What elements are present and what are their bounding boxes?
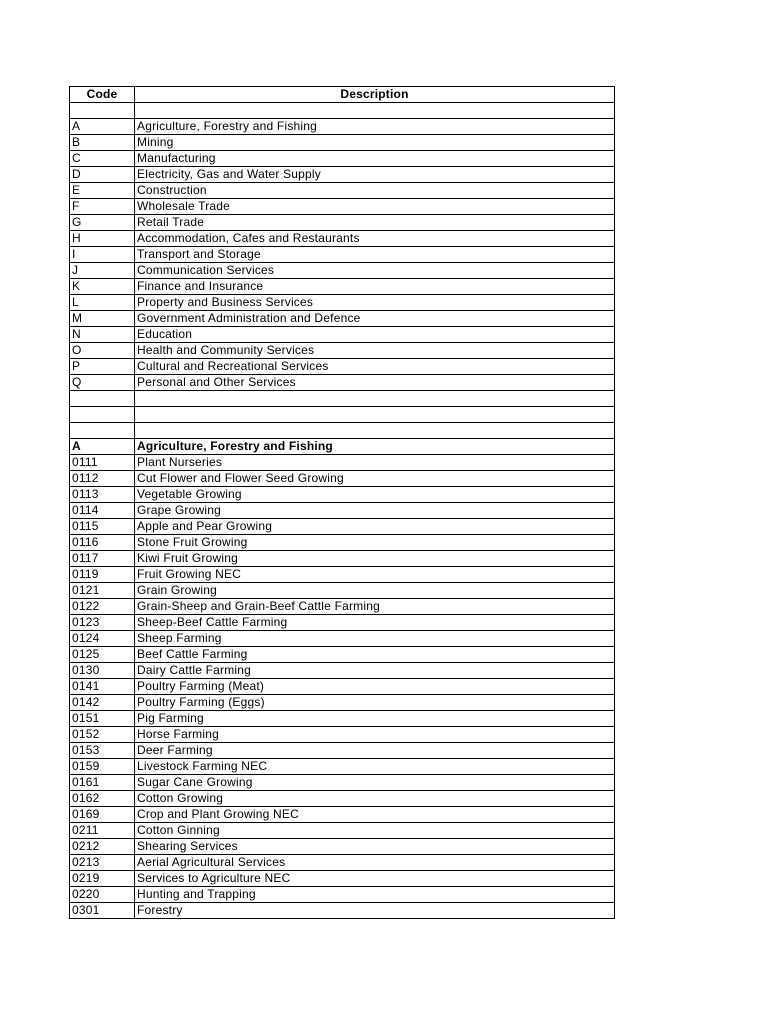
table-row [70, 759, 615, 775]
code-cell: 0213 [70, 855, 135, 871]
table-row [70, 391, 615, 407]
code-cell: O [70, 343, 135, 359]
table-row [70, 775, 615, 791]
code-cell: F [70, 199, 135, 215]
description-cell: Cut Flower and Flower Seed Growing [135, 471, 615, 487]
code-cell: 0162 [70, 791, 135, 807]
description-cell [135, 391, 615, 407]
code-column-header: Code [70, 87, 135, 103]
description-cell: Stone Fruit Growing [135, 535, 615, 551]
code-cell: 0301 [70, 903, 135, 919]
code-cell: 0123 [70, 615, 135, 631]
table-row [70, 135, 615, 151]
code-cell [70, 391, 135, 407]
table-row [70, 311, 615, 327]
description-cell: Services to Agriculture NEC [135, 871, 615, 887]
description-cell [135, 423, 615, 439]
code-cell: M [70, 311, 135, 327]
description-cell: Hunting and Trapping [135, 887, 615, 903]
code-cell: 0122 [70, 599, 135, 615]
table-row [70, 359, 615, 375]
description-cell: Fruit Growing NEC [135, 567, 615, 583]
table-row [70, 167, 615, 183]
code-cell: 0113 [70, 487, 135, 503]
code-cell: 0130 [70, 663, 135, 679]
code-cell: 0116 [70, 535, 135, 551]
table-row [70, 503, 615, 519]
description-cell: Dairy Cattle Farming [135, 663, 615, 679]
code-cell: I [70, 247, 135, 263]
description-cell: Sheep-Beef Cattle Farming [135, 615, 615, 631]
table-row [70, 647, 615, 663]
table-row [70, 199, 615, 215]
table-row [70, 119, 615, 135]
description-cell: Apple and Pear Growing [135, 519, 615, 535]
description-cell: Cultural and Recreational Services [135, 359, 615, 375]
table-row [70, 471, 615, 487]
table-row [70, 343, 615, 359]
code-cell: 0169 [70, 807, 135, 823]
code-cell: 0117 [70, 551, 135, 567]
code-cell: B [70, 135, 135, 151]
table-row [70, 567, 615, 583]
description-cell: Vegetable Growing [135, 487, 615, 503]
description-cell: Wholesale Trade [135, 199, 615, 215]
description-cell: Crop and Plant Growing NEC [135, 807, 615, 823]
table-body [70, 103, 615, 919]
description-cell [135, 103, 615, 119]
code-cell: E [70, 183, 135, 199]
code-cell: 0219 [70, 871, 135, 887]
description-cell: Property and Business Services [135, 295, 615, 311]
description-cell: Cotton Ginning [135, 823, 615, 839]
description-cell: Kiwi Fruit Growing [135, 551, 615, 567]
description-cell: Sheep Farming [135, 631, 615, 647]
description-cell: Plant Nurseries [135, 455, 615, 471]
table-row [70, 743, 615, 759]
code-cell: 0119 [70, 567, 135, 583]
description-cell: Transport and Storage [135, 247, 615, 263]
code-cell: L [70, 295, 135, 311]
description-cell: Communication Services [135, 263, 615, 279]
code-cell [70, 407, 135, 423]
section-header-row [70, 439, 615, 455]
table-row [70, 727, 615, 743]
table-row [70, 663, 615, 679]
code-cell: A [70, 439, 135, 455]
description-cell: Health and Community Services [135, 343, 615, 359]
table-row [70, 423, 615, 439]
description-cell: Grape Growing [135, 503, 615, 519]
code-cell: D [70, 167, 135, 183]
table-row [70, 679, 615, 695]
code-cell: G [70, 215, 135, 231]
code-cell: 0152 [70, 727, 135, 743]
table-row [70, 327, 615, 343]
table-row [70, 263, 615, 279]
table-row [70, 103, 615, 119]
description-cell: Grain-Sheep and Grain-Beef Cattle Farming [135, 599, 615, 615]
table-row [70, 183, 615, 199]
description-cell: Forestry [135, 903, 615, 919]
code-cell: 0125 [70, 647, 135, 663]
description-cell: Sugar Cane Growing [135, 775, 615, 791]
table-row [70, 599, 615, 615]
description-cell: Beef Cattle Farming [135, 647, 615, 663]
code-cell: 0220 [70, 887, 135, 903]
description-column-header: Description [135, 87, 615, 103]
description-cell: Deer Farming [135, 743, 615, 759]
description-cell: Livestock Farming NEC [135, 759, 615, 775]
table-row [70, 823, 615, 839]
table-row [70, 903, 615, 919]
industry-code-table [69, 86, 615, 919]
code-cell: 0142 [70, 695, 135, 711]
description-cell: Aerial Agricultural Services [135, 855, 615, 871]
description-cell: Cotton Growing [135, 791, 615, 807]
code-cell [70, 423, 135, 439]
table-row [70, 615, 615, 631]
code-cell: 0141 [70, 679, 135, 695]
description-cell: Mining [135, 135, 615, 151]
code-cell: Q [70, 375, 135, 391]
description-cell [135, 407, 615, 423]
table-row [70, 231, 615, 247]
code-cell: N [70, 327, 135, 343]
description-cell: Agriculture, Forestry and Fishing [135, 119, 615, 135]
code-cell: C [70, 151, 135, 167]
code-cell [70, 103, 135, 119]
code-cell: K [70, 279, 135, 295]
table-row [70, 583, 615, 599]
table-row [70, 295, 615, 311]
description-cell: Poultry Farming (Meat) [135, 679, 615, 695]
description-cell: Pig Farming [135, 711, 615, 727]
code-cell: J [70, 263, 135, 279]
code-cell: 0211 [70, 823, 135, 839]
description-cell: Electricity, Gas and Water Supply [135, 167, 615, 183]
code-cell: H [70, 231, 135, 247]
table-row [70, 151, 615, 167]
table-row [70, 551, 615, 567]
code-cell: 0124 [70, 631, 135, 647]
code-cell: 0161 [70, 775, 135, 791]
description-cell: Personal and Other Services [135, 375, 615, 391]
table-row [70, 279, 615, 295]
table-row [70, 807, 615, 823]
code-cell: 0121 [70, 583, 135, 599]
table-row [70, 791, 615, 807]
table-row [70, 535, 615, 551]
code-cell: 0111 [70, 455, 135, 471]
description-cell: Retail Trade [135, 215, 615, 231]
table-row [70, 519, 615, 535]
code-cell: 0114 [70, 503, 135, 519]
description-cell: Construction [135, 183, 615, 199]
table-row [70, 455, 615, 471]
description-cell: Shearing Services [135, 839, 615, 855]
description-cell: Education [135, 327, 615, 343]
code-cell: 0159 [70, 759, 135, 775]
description-cell: Manufacturing [135, 151, 615, 167]
description-cell: Grain Growing [135, 583, 615, 599]
table-header-row [70, 87, 615, 103]
table-row [70, 407, 615, 423]
table-row [70, 711, 615, 727]
code-cell: 0151 [70, 711, 135, 727]
description-cell: Government Administration and Defence [135, 311, 615, 327]
description-cell: Accommodation, Cafes and Restaurants [135, 231, 615, 247]
code-cell: A [70, 119, 135, 135]
description-cell: Finance and Insurance [135, 279, 615, 295]
code-cell: 0212 [70, 839, 135, 855]
table-row [70, 887, 615, 903]
table-row [70, 871, 615, 887]
table-row [70, 631, 615, 647]
code-cell: 0115 [70, 519, 135, 535]
description-cell: Agriculture, Forestry and Fishing [135, 439, 615, 455]
code-cell: 0112 [70, 471, 135, 487]
table-row [70, 855, 615, 871]
description-cell: Poultry Farming (Eggs) [135, 695, 615, 711]
table-row [70, 487, 615, 503]
table-row [70, 375, 615, 391]
table-row [70, 839, 615, 855]
table-row [70, 695, 615, 711]
table-row [70, 247, 615, 263]
code-cell: P [70, 359, 135, 375]
table-row [70, 215, 615, 231]
code-cell: 0153 [70, 743, 135, 759]
description-cell: Horse Farming [135, 727, 615, 743]
